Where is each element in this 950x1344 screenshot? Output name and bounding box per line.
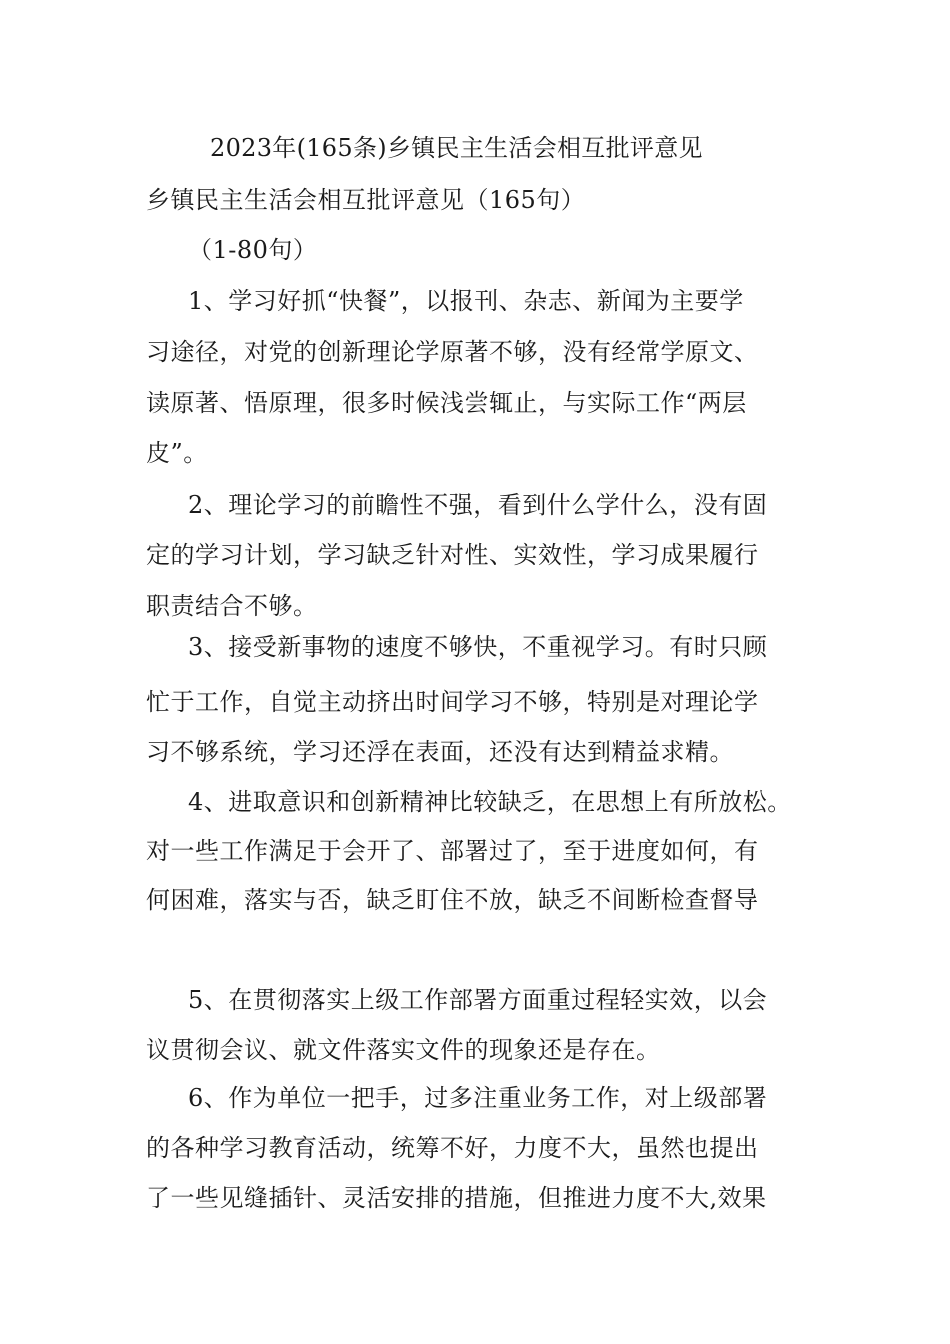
paragraph-line: 2、理论学习的前瞻性不强，看到什么学什么，没有固 [188,491,768,519]
paragraph-line: 读原著、悟原理，很多时候浅尝辄止，与实际工作“两层 [146,389,747,417]
paragraph-line: 习不够系统，学习还浮在表面，还没有达到精益求精。 [146,738,734,766]
paragraph-line: 何困难，落实与否，缺乏盯住不放，缺乏不间断检查督导 [146,886,759,914]
paragraph-line: 4、进取意识和创新精神比较缺乏，在思想上有所放松。 [188,788,792,816]
document-title: 2023年(165条)乡镇民主生活会相互批评意见 [210,134,703,162]
paragraph-line: 对一些工作满足于会开了、部署过了，至于进度如何，有 [146,837,759,865]
paragraph-line: 职责结合不够。 [146,592,318,620]
paragraph-line: 了一些见缝插针、灵活安排的措施，但推进力度不大,效果 [146,1184,767,1212]
paragraph-line: 习途径，对党的创新理论学原著不够，没有经常学原文、 [146,338,759,366]
document-subtitle: 乡镇民主生活会相互批评意见（165句） [146,186,586,214]
paragraph-line: 3、接受新事物的速度不够快，不重视学习。有时只顾 [188,633,768,661]
paragraph-line: 定的学习计划，学习缺乏针对性、实效性，学习成果履行 [146,541,759,569]
paragraph-line: 的各种学习教育活动，统筹不好，力度不大，虽然也提出 [146,1134,759,1162]
paragraph-line: 皮”。 [146,439,208,467]
paragraph-line: 6、作为单位一把手，过多注重业务工作，对上级部署 [188,1084,768,1112]
range-label: （1-80句） [188,236,318,264]
paragraph-line: 忙于工作，自觉主动挤出时间学习不够，特别是对理论学 [146,688,759,716]
paragraph-line: 5、在贯彻落实上级工作部署方面重过程轻实效，以会 [188,986,768,1014]
paragraph-line: 议贯彻会议、就文件落实文件的现象还是存在。 [146,1036,661,1064]
paragraph-line: 1、学习好抓“快餐”，以报刊、杂志、新闻为主要学 [188,287,744,315]
